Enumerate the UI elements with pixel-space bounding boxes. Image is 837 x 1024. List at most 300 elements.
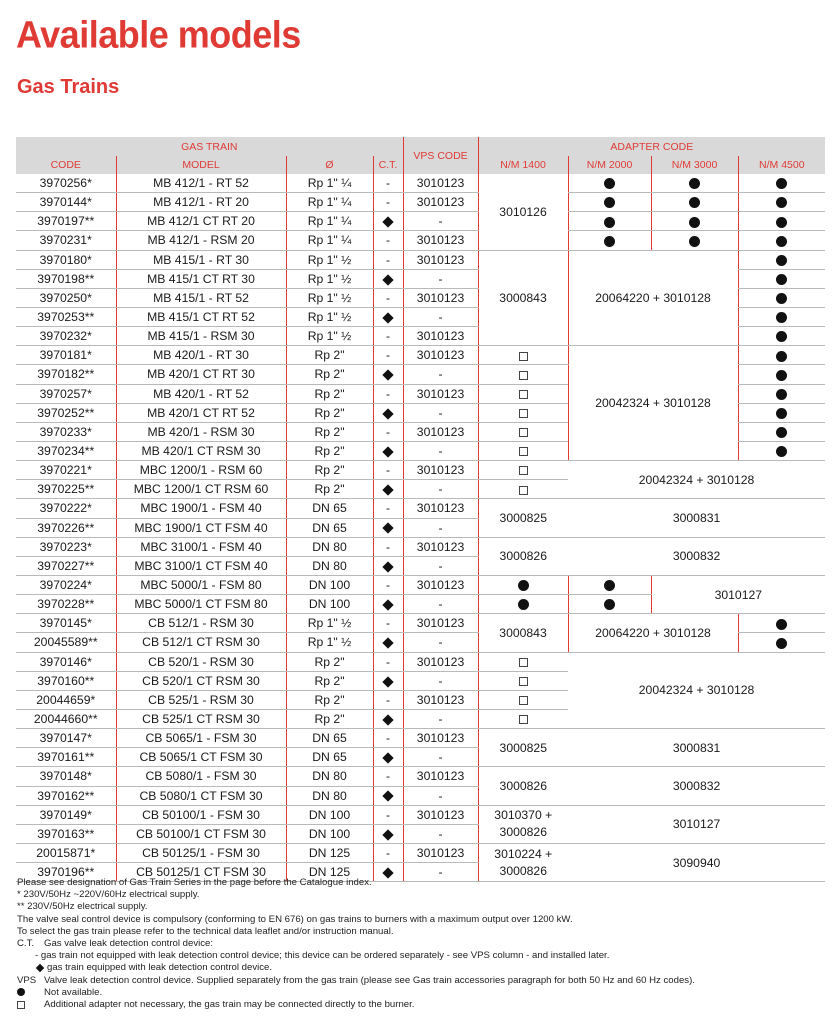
no-adapter-square-icon (519, 715, 528, 724)
vps-cell: - (403, 518, 478, 537)
model-cell: MB 415/1 - RT 52 (116, 288, 286, 307)
diameter-cell: DN 80 (286, 556, 373, 575)
diamond-icon (382, 312, 393, 323)
code-cell: 3970223* (16, 537, 116, 556)
vps-cell: 3010123 (403, 288, 478, 307)
gas-train-group-header: GAS TRAIN (16, 137, 403, 156)
adapter-cell (478, 690, 568, 709)
vps-cell: - (403, 403, 478, 422)
vps-cell: 3010123 (403, 346, 478, 365)
filled-circle-icon (17, 988, 25, 996)
gas-train-table (16, 137, 825, 882)
adapter-cell (568, 575, 651, 594)
table-row (16, 652, 825, 671)
note-line: To select the gas train please refer to the technical data leaflet and/or instruction manual. (17, 925, 394, 937)
ct-cell (373, 709, 403, 728)
diameter-cell: Rp 2" (286, 441, 373, 460)
ct-cell (373, 441, 403, 460)
not-available-dot-icon (604, 599, 615, 610)
adapter-cell (478, 652, 568, 671)
adapter-cell (738, 193, 825, 212)
table-row (16, 212, 825, 231)
page-title: Available models (16, 12, 301, 56)
model-cell: MB 415/1 - RSM 30 (116, 327, 286, 346)
diameter-cell: Rp 2" (286, 480, 373, 499)
not-available-dot-icon (776, 331, 787, 342)
code-header: CODE (16, 156, 116, 174)
diamond-icon (382, 370, 393, 381)
table-row (16, 346, 825, 365)
table-row (16, 499, 825, 518)
vps-cell: - (403, 824, 478, 843)
model-cell: MB 412/1 - RT 20 (116, 193, 286, 212)
adapter-cell (651, 174, 738, 193)
diameter-cell: Rp 1" ¼ (286, 174, 373, 193)
vps-cell: 3010123 (403, 174, 478, 193)
adapter-cell (478, 843, 568, 881)
vps-legend-text: Valve leak detection control device. Supplied separately from the gas train (please see Gas train accessories paragraph for both 50 Hz and 60 Hz codes). (44, 974, 695, 986)
diameter-cell: Rp 1" ¼ (286, 193, 373, 212)
vps-cell: 3010123 (403, 614, 478, 633)
model-cell: CB 50100/1 - FSM 30 (116, 805, 286, 824)
adapter-cell (478, 575, 568, 594)
adapter-cell (568, 174, 651, 193)
table-row (16, 575, 825, 594)
vps-cell: - (403, 633, 478, 652)
note-line: Please see designation of Gas Train Series in the page before the Catalogue index. (17, 877, 372, 888)
code-cell: 3970222* (16, 499, 116, 518)
model-cell: MB 412/1 CT RT 20 (116, 212, 286, 231)
code-cell: 3970197** (16, 212, 116, 231)
diameter-cell: Rp 1" ½ (286, 614, 373, 633)
ct-cell (373, 824, 403, 843)
adapter-line: 3000826 (499, 825, 547, 840)
table-row (16, 250, 825, 269)
code-cell: 3970227** (16, 556, 116, 575)
code-cell: 3970257* (16, 384, 116, 403)
footnotes (17, 877, 827, 1011)
model-cell: CB 5065/1 CT FSM 30 (116, 748, 286, 767)
not-available-dot-icon (689, 217, 700, 228)
diameter-cell: DN 100 (286, 824, 373, 843)
note-line (17, 962, 827, 974)
table-row (16, 461, 825, 480)
code-cell: 3970180* (16, 250, 116, 269)
vps-cell: - (403, 307, 478, 326)
code-cell: 3970163** (16, 824, 116, 843)
model-cell: CB 5080/1 - FSM 30 (116, 767, 286, 786)
adapter-cell: 3000825 (478, 729, 568, 767)
not-available-dot-icon (776, 217, 787, 228)
table-row (16, 767, 825, 786)
code-cell: 3970232* (16, 327, 116, 346)
no-adapter-square-icon (519, 352, 528, 361)
adapter-cell (738, 212, 825, 231)
model-cell: MBC 5000/1 CT FSM 80 (116, 595, 286, 614)
adapter-cell (738, 365, 825, 384)
code-cell: 3970198** (16, 269, 116, 288)
diameter-cell: Rp 2" (286, 403, 373, 422)
dot-legend-symbol (17, 987, 44, 999)
ct-cell: - (373, 346, 403, 365)
no-adapter-square-icon (519, 486, 528, 495)
diameter-cell: DN 65 (286, 748, 373, 767)
empty-square-icon (17, 1001, 25, 1009)
ct-cell: - (373, 250, 403, 269)
vps-cell: - (403, 595, 478, 614)
table-row (16, 843, 825, 862)
ct-cell (373, 786, 403, 805)
no-adapter-square-icon (519, 428, 528, 437)
note-line: ** 230V/50Hz electrical supply. (17, 901, 148, 913)
diamond-icon (382, 523, 393, 534)
vps-cell: - (403, 748, 478, 767)
diameter-cell: Rp 2" (286, 346, 373, 365)
not-available-dot-icon (689, 178, 700, 189)
vps-cell: 3010123 (403, 652, 478, 671)
diameter-cell: Rp 1" ½ (286, 288, 373, 307)
not-available-dot-icon (776, 178, 787, 189)
adapter-cell (738, 633, 825, 652)
model-cell: CB 520/1 - RSM 30 (116, 652, 286, 671)
no-adapter-square-icon (519, 409, 528, 418)
note-line (17, 975, 827, 987)
diameter-cell: DN 125 (286, 863, 373, 882)
diameter-cell: DN 65 (286, 499, 373, 518)
vps-cell: 3010123 (403, 690, 478, 709)
model-cell: MB 420/1 CT RSM 30 (116, 441, 286, 460)
adapter-cell (478, 365, 568, 384)
table-row (16, 537, 825, 556)
not-available-dot-icon (776, 408, 787, 419)
model-cell: CB 50125/1 - FSM 30 (116, 843, 286, 862)
note-line: The valve seal control device is compulsory (conforming to EN 676) on gas trains to burners with a maximum output over 1200 kW. (17, 913, 573, 925)
not-available-dot-icon (776, 351, 787, 362)
adapter-cell: 3010127 (651, 575, 825, 613)
code-cell: 3970196** (16, 863, 116, 882)
adapter-cell: 3010127 (568, 805, 825, 843)
table-row (16, 729, 825, 748)
ct-cell: - (373, 288, 403, 307)
diamond-icon (382, 561, 393, 572)
vps-cell: 3010123 (403, 327, 478, 346)
vps-cell: - (403, 212, 478, 231)
ct-cell: - (373, 499, 403, 518)
adapter-cell (738, 614, 825, 633)
vps-cell: - (403, 269, 478, 288)
vps-cell: - (403, 709, 478, 728)
ct-cell: - (373, 767, 403, 786)
vps-cell: - (403, 786, 478, 805)
not-available-dot-icon (776, 619, 787, 630)
not-available-dot-icon (776, 370, 787, 381)
model-cell: MB 420/1 - RSM 30 (116, 422, 286, 441)
not-available-dot-icon (604, 580, 615, 591)
note-line (17, 938, 827, 950)
code-cell: 3970221* (16, 461, 116, 480)
not-available-dot-icon (604, 178, 615, 189)
adapter-code-group-header: ADAPTER CODE (478, 137, 825, 156)
ct-header: C.T. (373, 156, 403, 174)
code-cell: 20045589** (16, 633, 116, 652)
ct-cell (373, 365, 403, 384)
ct-cell: - (373, 461, 403, 480)
diameter-cell: Rp 2" (286, 461, 373, 480)
adapter-cell (738, 288, 825, 307)
adapter-line: 3000826 (499, 863, 547, 878)
code-cell: 3970181* (16, 346, 116, 365)
diameter-header: Ø (286, 156, 373, 174)
note-line: - gas train not equipped with leak detection control device; this device can be ordered separately - see VPS column - and installed later. (35, 950, 610, 962)
model-cell: CB 512/1 CT RSM 30 (116, 633, 286, 652)
code-cell: 3970231* (16, 231, 116, 250)
vps-cell: 3010123 (403, 422, 478, 441)
ct-cell: - (373, 575, 403, 594)
not-available-dot-icon (776, 236, 787, 247)
square-legend-symbol (17, 999, 44, 1011)
adapter-cell (478, 461, 568, 480)
adapter-cell (738, 384, 825, 403)
vps-cell: 3010123 (403, 537, 478, 556)
diameter-cell: Rp 2" (286, 422, 373, 441)
not-available-dot-icon (689, 197, 700, 208)
diameter-cell: Rp 1" ¼ (286, 231, 373, 250)
vps-code-header: VPS CODE (403, 137, 478, 174)
ct-cell (373, 518, 403, 537)
vps-cell: - (403, 671, 478, 690)
diameter-cell: Rp 2" (286, 690, 373, 709)
table-row (16, 193, 825, 212)
ct-cell: - (373, 690, 403, 709)
code-cell: 3970256* (16, 174, 116, 193)
adapter-cell: 20042324 + 3010128 (568, 461, 825, 499)
adapter-cell: 3000826 (478, 537, 568, 575)
code-cell: 20044660** (16, 709, 116, 728)
ct-cell: - (373, 652, 403, 671)
vps-cell: 3010123 (403, 231, 478, 250)
diameter-cell: DN 125 (286, 843, 373, 862)
code-cell: 3970226** (16, 518, 116, 537)
vps-cell: - (403, 556, 478, 575)
vps-legend-label: VPS (17, 974, 37, 986)
diameter-cell: DN 100 (286, 805, 373, 824)
model-cell: MB 420/1 CT RT 30 (116, 365, 286, 384)
diamond-icon (382, 408, 393, 419)
nm1400-header: N/M 1400 (478, 156, 568, 174)
adapter-line: 3010370 + (494, 808, 553, 823)
ct-cell: - (373, 384, 403, 403)
section-subtitle: Gas Trains (17, 76, 120, 98)
adapter-cell: 3000825 (478, 499, 568, 537)
adapter-cell (651, 231, 738, 250)
adapter-cell (738, 346, 825, 365)
diameter-cell: DN 100 (286, 575, 373, 594)
adapter-cell (568, 595, 651, 614)
vps-cell: - (403, 441, 478, 460)
adapter-cell (478, 805, 568, 843)
code-cell: 3970148* (16, 767, 116, 786)
model-cell: MB 420/1 - RT 30 (116, 346, 286, 365)
vps-cell: 3010123 (403, 250, 478, 269)
code-cell: 3970234** (16, 441, 116, 460)
adapter-cell (478, 346, 568, 365)
code-cell: 3970160** (16, 671, 116, 690)
diameter-cell: Rp 1" ½ (286, 269, 373, 288)
adapter-cell: 3000832 (568, 537, 825, 575)
vps-cell: 3010123 (403, 384, 478, 403)
model-cell: MBC 1200/1 - RSM 60 (116, 461, 286, 480)
code-cell: 3970225** (16, 480, 116, 499)
code-cell: 20015871* (16, 843, 116, 862)
table-row (16, 614, 825, 633)
ct-cell: - (373, 843, 403, 862)
ct-cell: - (373, 231, 403, 250)
model-cell: CB 5065/1 - FSM 30 (116, 729, 286, 748)
ct-cell (373, 595, 403, 614)
model-cell: MBC 1900/1 CT FSM 40 (116, 518, 286, 537)
diamond-legend-text: gas train equipped with leak detection control device. (47, 962, 273, 974)
adapter-cell (651, 193, 738, 212)
ct-cell: - (373, 614, 403, 633)
diamond-icon (382, 638, 393, 649)
diamond-icon (382, 752, 393, 763)
not-available-dot-icon (776, 274, 787, 285)
code-cell: 3970233* (16, 422, 116, 441)
adapter-cell: 20064220 + 3010128 (568, 614, 738, 652)
code-cell: 3970250* (16, 288, 116, 307)
ct-cell (373, 403, 403, 422)
adapter-cell (738, 327, 825, 346)
model-cell: CB 50125/1 CT FSM 30 (116, 863, 286, 882)
model-cell: MB 415/1 CT RT 30 (116, 269, 286, 288)
diameter-cell: DN 80 (286, 767, 373, 786)
no-adapter-square-icon (519, 677, 528, 686)
note-line (17, 987, 827, 999)
diameter-cell: DN 65 (286, 729, 373, 748)
not-available-dot-icon (776, 427, 787, 438)
code-cell: 3970162** (16, 786, 116, 805)
diameter-cell: Rp 1" ½ (286, 327, 373, 346)
vps-cell: 3010123 (403, 575, 478, 594)
diamond-icon (382, 676, 393, 687)
model-cell: CB 5080/1 CT FSM 30 (116, 786, 286, 805)
nm4500-header: N/M 4500 (738, 156, 825, 174)
model-cell: MB 415/1 CT RT 52 (116, 307, 286, 326)
model-cell: MB 420/1 - RT 52 (116, 384, 286, 403)
nm2000-header: N/M 2000 (568, 156, 651, 174)
no-adapter-square-icon (519, 447, 528, 456)
adapter-cell: 3000826 (478, 767, 568, 805)
ct-cell (373, 748, 403, 767)
adapter-cell: 20042324 + 3010128 (568, 346, 738, 461)
diamond-icon (382, 484, 393, 495)
vps-cell: 3010123 (403, 767, 478, 786)
diamond-icon (382, 446, 393, 457)
vps-cell: 3010123 (403, 805, 478, 824)
no-adapter-square-icon (519, 390, 528, 399)
diameter-cell: DN 100 (286, 595, 373, 614)
adapter-cell (478, 671, 568, 690)
model-cell: MB 415/1 - RT 30 (116, 250, 286, 269)
ct-cell (373, 556, 403, 575)
vps-cell: 3010123 (403, 461, 478, 480)
not-available-dot-icon (776, 293, 787, 304)
table-row (16, 231, 825, 250)
ct-cell: - (373, 327, 403, 346)
model-cell: CB 512/1 - RSM 30 (116, 614, 286, 633)
not-available-dot-icon (776, 197, 787, 208)
square-legend-text: Additional adapter not necessary, the gas train may be connected directly to the burner. (44, 999, 415, 1011)
diameter-cell: DN 80 (286, 537, 373, 556)
not-available-dot-icon (776, 312, 787, 323)
code-cell: 3970228** (16, 595, 116, 614)
adapter-cell (738, 422, 825, 441)
adapter-cell: 3000831 (568, 729, 825, 767)
code-cell: 3970144* (16, 193, 116, 212)
model-header: MODEL (116, 156, 286, 174)
adapter-cell (738, 231, 825, 250)
diameter-cell: Rp 2" (286, 365, 373, 384)
model-cell: MBC 1900/1 - FSM 40 (116, 499, 286, 518)
adapter-cell (738, 441, 825, 460)
diamond-icon (382, 274, 393, 285)
code-cell: 3970224* (16, 575, 116, 594)
adapter-cell (738, 403, 825, 422)
vps-cell: 3010123 (403, 193, 478, 212)
diameter-cell: Rp 2" (286, 671, 373, 690)
adapter-cell (738, 250, 825, 269)
adapter-cell: 20042324 + 3010128 (568, 652, 825, 729)
diamond-icon (36, 964, 44, 972)
not-available-dot-icon (604, 217, 615, 228)
no-adapter-square-icon (519, 696, 528, 705)
ct-cell: - (373, 422, 403, 441)
code-cell: 3970252** (16, 403, 116, 422)
ct-legend-label: C.T. (17, 938, 35, 950)
ct-cell (373, 671, 403, 690)
ct-cell: - (373, 805, 403, 824)
model-cell: CB 50100/1 CT FSM 30 (116, 824, 286, 843)
adapter-cell (738, 269, 825, 288)
not-available-dot-icon (518, 599, 529, 610)
vps-cell: 3010123 (403, 729, 478, 748)
model-cell: MBC 5000/1 - FSM 80 (116, 575, 286, 594)
model-cell: MB 412/1 - RT 52 (116, 174, 286, 193)
note-line: * 230V/50Hz ~220V/60Hz electrical supply. (17, 889, 200, 901)
code-cell: 3970146* (16, 652, 116, 671)
vps-cell: - (403, 365, 478, 384)
model-cell: CB 525/1 CT RSM 30 (116, 709, 286, 728)
diameter-cell: DN 80 (286, 786, 373, 805)
adapter-cell (568, 193, 651, 212)
diameter-cell: Rp 1" ½ (286, 307, 373, 326)
dot-legend-text: Not available. (44, 986, 103, 998)
vps-cell: 3010123 (403, 499, 478, 518)
diameter-cell: Rp 1" ½ (286, 250, 373, 269)
ct-cell: - (373, 537, 403, 556)
model-cell: CB 525/1 - RSM 30 (116, 690, 286, 709)
adapter-cell (568, 212, 651, 231)
model-cell: MBC 1200/1 CT RSM 60 (116, 480, 286, 499)
code-cell: 3970149* (16, 805, 116, 824)
ct-cell (373, 633, 403, 652)
not-available-dot-icon (604, 197, 615, 208)
nm3000-header: N/M 3000 (651, 156, 738, 174)
adapter-cell (478, 709, 568, 728)
no-adapter-square-icon (519, 371, 528, 380)
diameter-cell: DN 65 (286, 518, 373, 537)
adapter-cell: 3010126 (478, 174, 568, 250)
